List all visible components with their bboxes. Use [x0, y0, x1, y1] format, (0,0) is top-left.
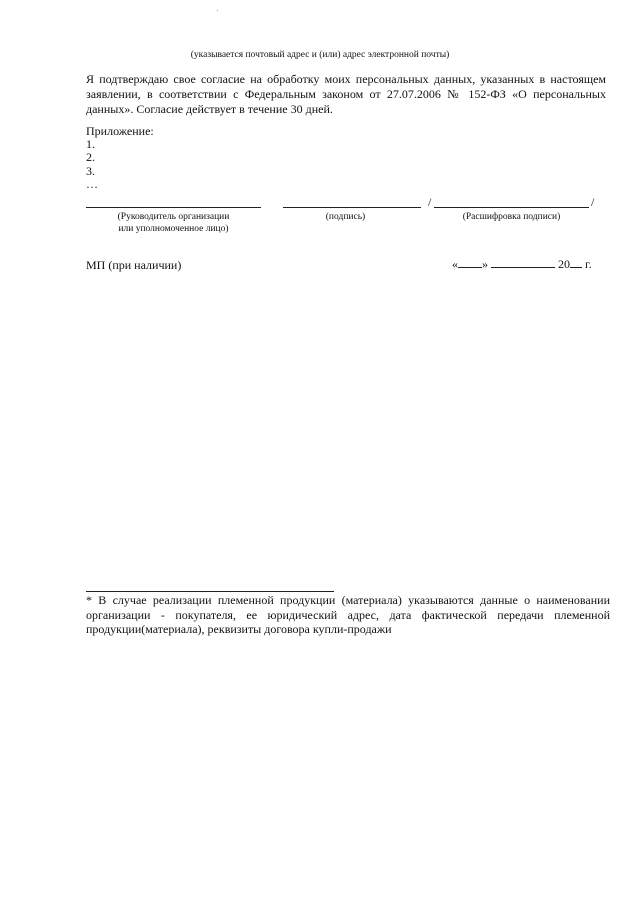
attachment-title: Приложение:: [86, 124, 154, 138]
signature-decode-line[interactable]: [434, 207, 589, 208]
decode-slash-left: /: [428, 195, 432, 209]
date-year-prefix: 20: [558, 257, 570, 271]
attachment-list: [86, 138, 98, 191]
date-open-quote: «: [452, 257, 458, 271]
footnote-text: * В случае реализации племенной продукции (материала) указываются данные о наименовании организации - покупателя, ее юридический адрес, дата фактической передачи племенной продукции(материала), реквизиты договора купли-продажи: [86, 593, 610, 636]
attachment-item: …: [86, 176, 98, 191]
signature-line[interactable]: [283, 207, 421, 208]
date-year-blank[interactable]: [570, 256, 582, 268]
decode-slash-right: /: [591, 195, 595, 209]
caption-decode: (Расшифровка подписи): [462, 212, 561, 222]
date-year-suffix: г.: [585, 257, 592, 271]
consent-paragraph: Я подтверждаю свое согласие на обработку моих персональных данных, указанных в настоящем заявлении, в соответствии с Федеральным законом от 27.07.2006 № 152-ФЗ «О персональных данных». Согласие действует в течение 30 дней.: [86, 72, 606, 116]
date-month-blank[interactable]: [491, 256, 555, 268]
date-close-quote: »: [482, 257, 488, 271]
date-day-blank[interactable]: [458, 256, 482, 268]
scan-speck: [217, 10, 218, 11]
attachment-item: 3.: [86, 163, 95, 178]
attachment-item: 2.: [86, 150, 95, 165]
attachment-item: 1.: [86, 137, 95, 151]
date-field: [452, 256, 592, 272]
address-hint: (указывается почтовый адрес и (или) адрес электронной почты): [190, 50, 450, 60]
head-position-line[interactable]: [86, 207, 261, 208]
footnote-separator: [86, 591, 334, 592]
caption-signature: (подпись): [325, 212, 366, 222]
caption-head-line1: (Руководитель организации: [117, 212, 230, 222]
stamp-note: МП (при наличии): [86, 258, 182, 272]
caption-head: [86, 211, 261, 235]
caption-head-line2: или уполномоченное лицо): [118, 224, 229, 234]
